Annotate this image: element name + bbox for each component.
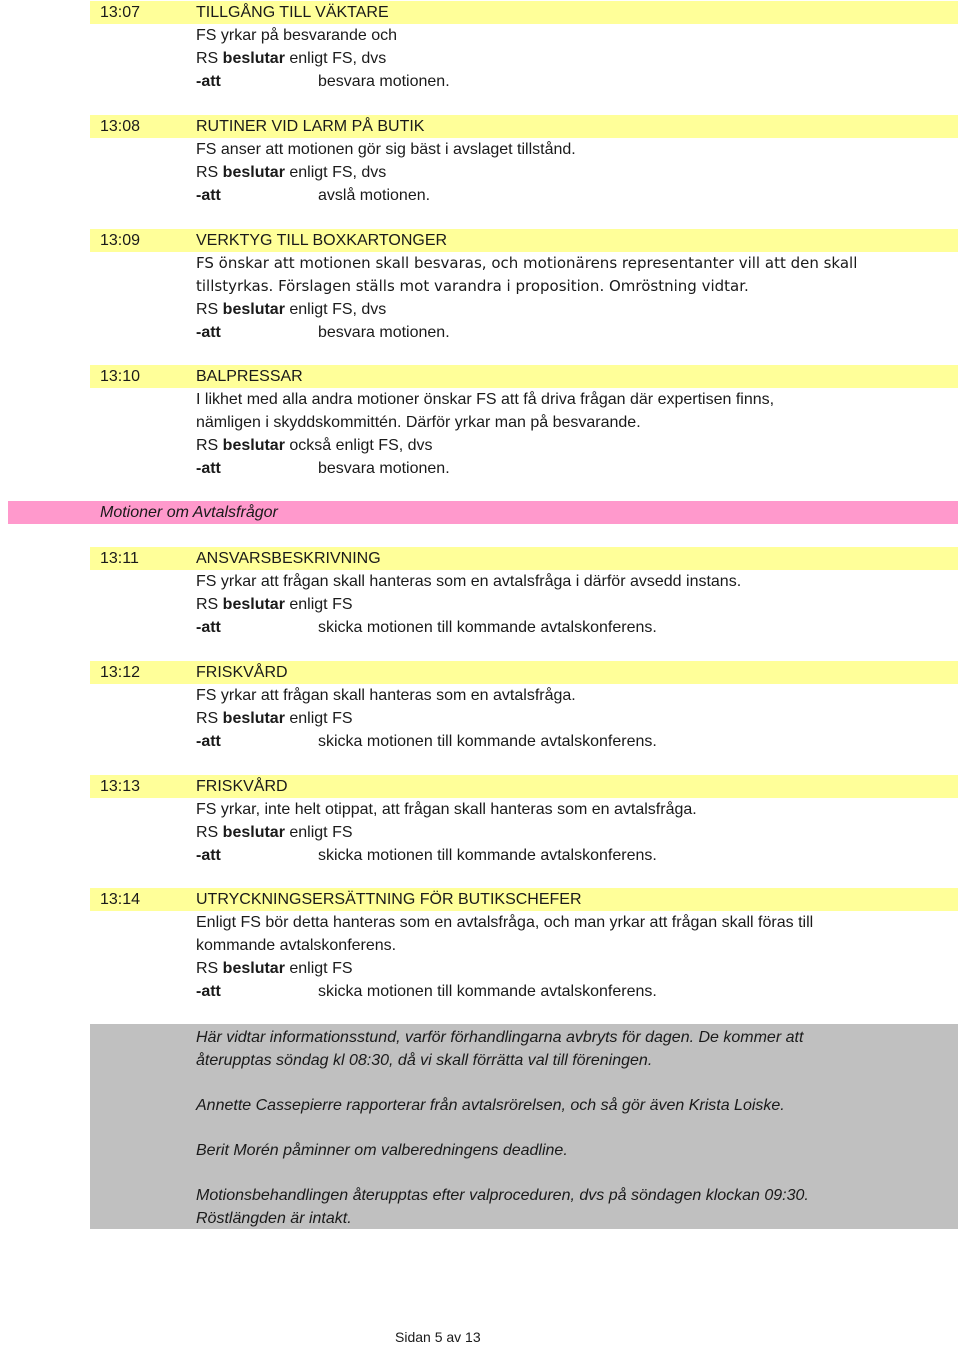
item-title: BALPRESSAR bbox=[196, 368, 303, 385]
att-text: besvara motionen. bbox=[318, 73, 450, 90]
note-text: Motionsbehandlingen återupptas efter valproceduren, dvs på söndagen klockan 09:30. bbox=[196, 1187, 809, 1204]
item-text: FS yrkar att frågan skall hanteras som en avtalsfråga. bbox=[196, 687, 576, 704]
att-text: avslå motionen. bbox=[318, 187, 431, 204]
item-number: 13:08 bbox=[100, 118, 141, 135]
item-text: I likhet med alla andra motioner önskar FS att få driva frågan där expertisen finns, bbox=[196, 391, 775, 408]
att-label: -att bbox=[196, 187, 221, 204]
item-text: FS yrkar att frågan skall hanteras som en avtalsfråga i därför avsedd instans. bbox=[196, 573, 742, 590]
item-title: FRISKVÅRD bbox=[196, 778, 288, 795]
item-text: tillstyrkas. Förslagen ställs mot varandra i proposition. Omröstning vidtar. bbox=[196, 277, 749, 295]
note-text: Berit Morén påminner om valberedningens deadline. bbox=[196, 1142, 568, 1159]
att-text: besvara motionen. bbox=[318, 460, 450, 477]
att-label: -att bbox=[196, 324, 221, 341]
att-text: skicka motionen till kommande avtalskonferens. bbox=[318, 983, 657, 1000]
item-text: kommande avtalskonferens. bbox=[196, 937, 397, 954]
decision-line: RS beslutar också enligt FS, dvs bbox=[196, 437, 433, 454]
item-text: FS yrkar på besvarande och bbox=[196, 27, 397, 44]
item-text: FS anser att motionen gör sig bäst i avslaget tillstånd. bbox=[196, 141, 576, 158]
att-label: -att bbox=[196, 460, 221, 477]
item-title: VERKTYG TILL BOXKARTONGER bbox=[196, 232, 448, 249]
decision-line: RS beslutar enligt FS bbox=[196, 960, 353, 977]
item-number: 13:12 bbox=[100, 664, 141, 681]
att-text: skicka motionen till kommande avtalskonferens. bbox=[318, 733, 657, 750]
att-text: besvara motionen. bbox=[318, 324, 450, 341]
item-title: ANSVARSBESKRIVNING bbox=[196, 550, 381, 567]
decision-line: RS beslutar enligt FS bbox=[196, 824, 353, 841]
item-text: nämligen i skyddskommittén. Därför yrkar man på besvarande. bbox=[196, 414, 641, 431]
item-number: 13:11 bbox=[100, 550, 139, 567]
note-text: Röstlängden är intakt. bbox=[196, 1210, 352, 1227]
item-title: TILLGÅNG TILL VÄKTARE bbox=[196, 4, 389, 21]
item-number: 13:13 bbox=[100, 778, 141, 795]
item-number: 13:10 bbox=[100, 368, 141, 385]
decision-line: RS beslutar enligt FS, dvs bbox=[196, 50, 387, 67]
att-text: skicka motionen till kommande avtalskonferens. bbox=[318, 847, 657, 864]
decision-line: RS beslutar enligt FS, dvs bbox=[196, 164, 387, 181]
decision-line: RS beslutar enligt FS bbox=[196, 596, 353, 613]
note-text: återupptas söndag kl 08:30, då vi skall förrätta val till föreningen. bbox=[196, 1052, 653, 1069]
att-label: -att bbox=[196, 73, 221, 90]
item-text: FS önskar att motionen skall besvaras, och motionärens representanter vill att den skall bbox=[196, 254, 858, 272]
decision-line: RS beslutar enligt FS, dvs bbox=[196, 301, 387, 318]
item-title: FRISKVÅRD bbox=[196, 664, 288, 681]
att-label: -att bbox=[196, 619, 221, 636]
section-heading: Motioner om Avtalsfrågor bbox=[100, 504, 278, 521]
decision-line: RS beslutar enligt FS bbox=[196, 710, 353, 727]
item-title: RUTINER VID LARM PÅ BUTIK bbox=[196, 118, 425, 135]
att-text: skicka motionen till kommande avtalskonferens. bbox=[318, 619, 657, 636]
att-label: -att bbox=[196, 847, 221, 864]
page-number: Sidan 5 av 13 bbox=[395, 1329, 481, 1345]
note-text: Här vidtar informationsstund, varför förhandlingarna avbryts för dagen. De kommer att bbox=[196, 1029, 804, 1046]
item-number: 13:09 bbox=[100, 232, 141, 249]
item-number: 13:07 bbox=[100, 4, 141, 21]
att-label: -att bbox=[196, 983, 221, 1000]
item-title: UTRYCKNINGSERSÄTTNING FÖR BUTIKSCHEFER bbox=[196, 891, 582, 908]
item-number: 13:14 bbox=[100, 891, 141, 908]
item-text: Enligt FS bör detta hanteras som en avtalsfråga, och man yrkar att frågan skall föras till bbox=[196, 914, 814, 931]
att-label: -att bbox=[196, 733, 221, 750]
item-text: FS yrkar, inte helt otippat, att frågan skall hanteras som en avtalsfråga. bbox=[196, 801, 697, 818]
note-text: Annette Cassepierre rapporterar från avtalsrörelsen, och så gör även Krista Loiske. bbox=[196, 1097, 785, 1114]
